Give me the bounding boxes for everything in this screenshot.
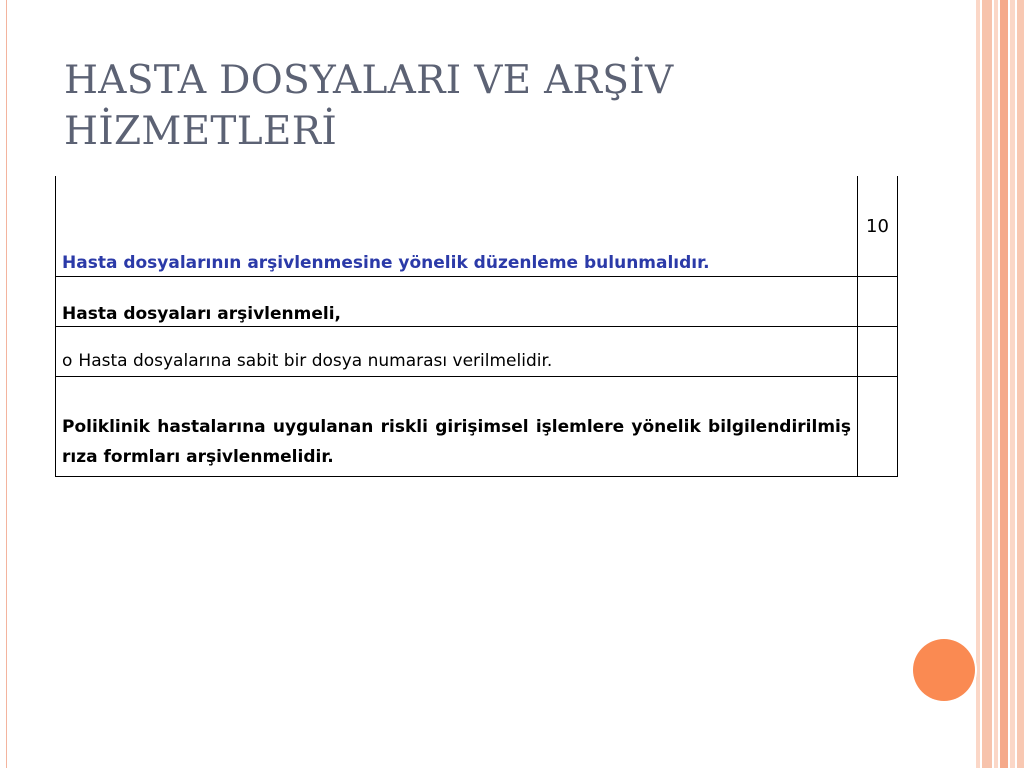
- table-cell-bullet-item: [56, 326, 858, 376]
- stripe: [1010, 0, 1015, 768]
- table-cell-heading: Hasta dosyalarının arşivlenmesine yönelik düzenleme bulunmalıdır.: [56, 176, 858, 276]
- table-row: [56, 276, 898, 326]
- table-row: [56, 176, 898, 276]
- table-cell-number: [858, 326, 898, 376]
- criteria-table: [55, 176, 898, 477]
- bullet-icon: o: [62, 350, 73, 371]
- slide-title: [64, 55, 864, 157]
- stripe: [1017, 0, 1024, 768]
- accent-circle: [913, 639, 975, 701]
- decorative-stripes: [976, 0, 1024, 768]
- stripe: [982, 0, 992, 768]
- stripe: [1000, 0, 1008, 768]
- table-cell-number: [858, 276, 898, 326]
- table-cell-number: [858, 376, 898, 476]
- table-row: [56, 376, 898, 476]
- slide-title-line1: HASTA DOSYALARI VE ARŞİV: [64, 58, 674, 103]
- table-cell-text: Poliklinik hastalarına uygulanan riskli girişimsel işlemlere yönelik bilgilendirilmiş rıza formları arşivlenmelidir.: [56, 376, 858, 476]
- stripe: [994, 0, 998, 768]
- bullet-item-text: Hasta dosyalarına sabit bir dosya numarası verilmelidir.: [78, 350, 553, 371]
- table-cell-text: Hasta dosyaları arşivlenmeli,: [56, 276, 858, 326]
- stripe: [976, 0, 980, 768]
- slide-left-border: [0, 0, 7, 768]
- table-row: [56, 326, 898, 376]
- slide-title-line2: HİZMETLERİ: [64, 109, 338, 154]
- table-cell-number: 10: [858, 176, 898, 276]
